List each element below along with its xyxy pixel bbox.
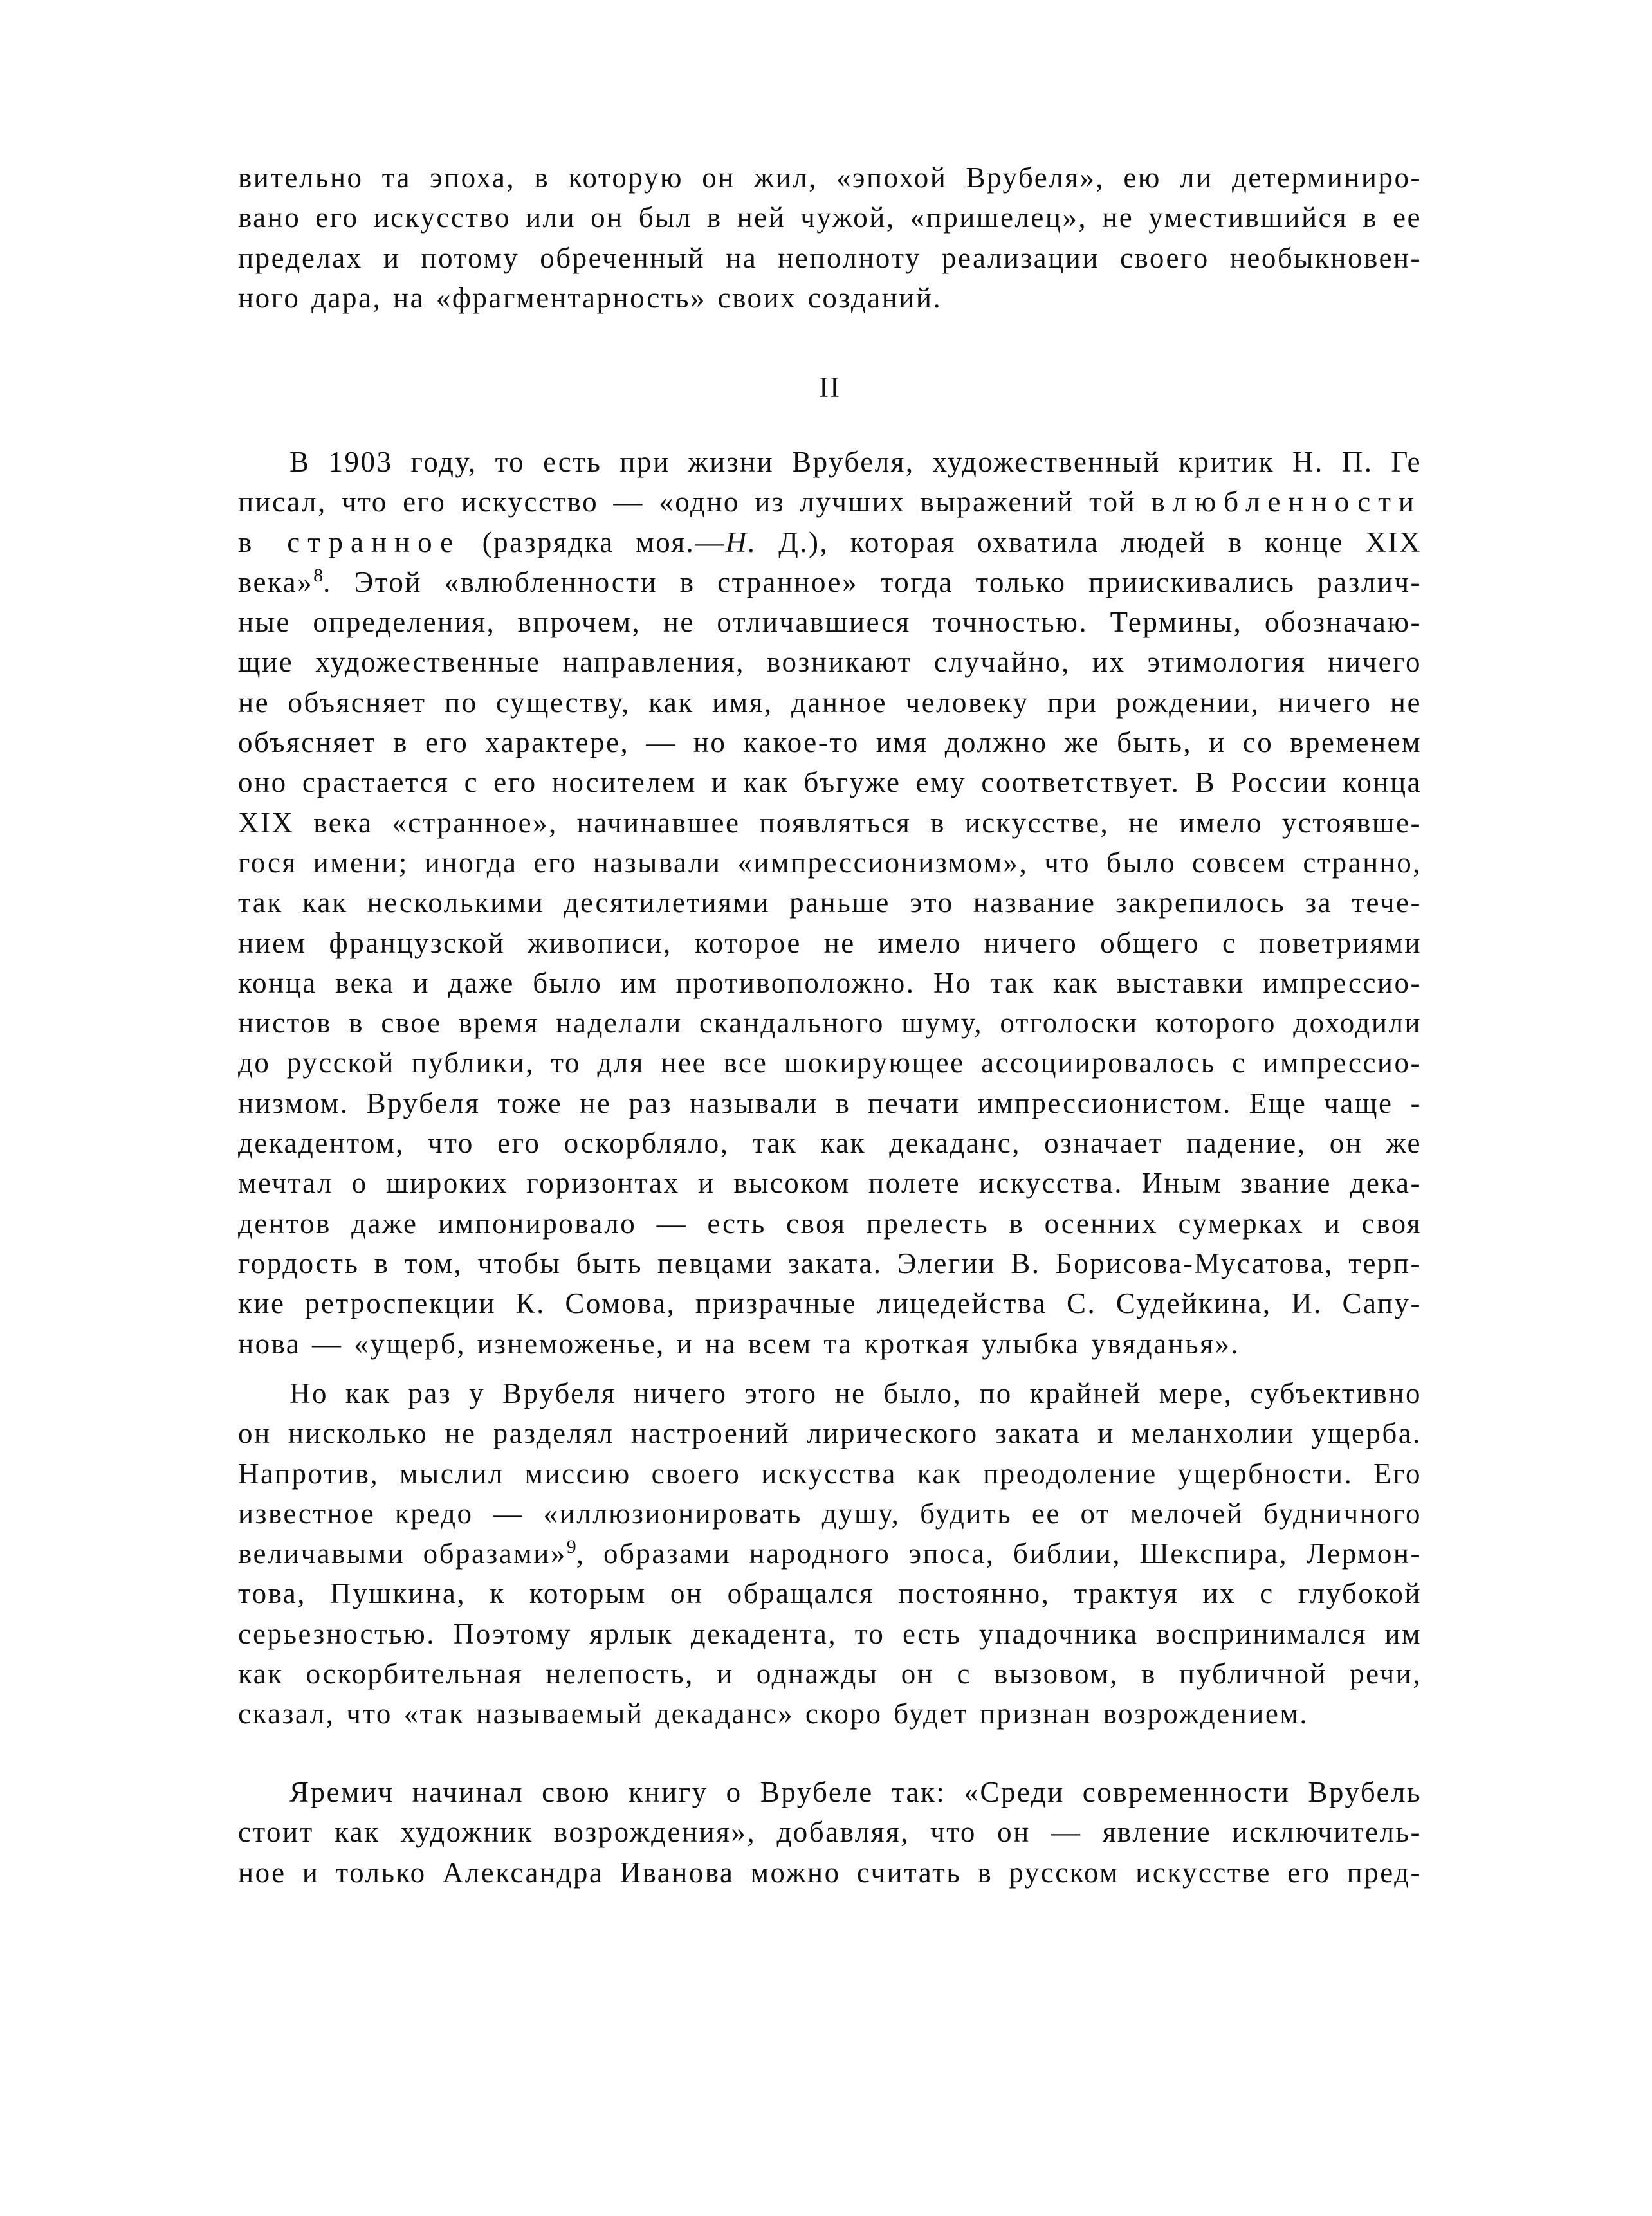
text-line: ные определения, впрочем, не отличавшиеся точностью. Термины, обозначаю-: [238, 606, 1422, 639]
section-number: II: [819, 371, 841, 403]
text-line: пределах и потому обреченный на неполноту реализации своего необыкновен-: [238, 241, 1422, 274]
text-segment: . Этой «влюбленности в странное» тогда только приискивались различ-: [323, 565, 1422, 598]
text-line: низмом. Врубеля тоже не раз называли в печати импрессионистом. Еще чаще -: [238, 1086, 1422, 1119]
text-segment: , образами народного эпоса, библии, Шекспира, Лермон-: [576, 1537, 1422, 1570]
text-line: стоит как художник возрождения», добавляя, что он — явление исключитель-: [238, 1816, 1422, 1849]
text-line: Напротив, мыслил миссию своего искусства как преодоление ущербности. Его: [238, 1457, 1422, 1490]
text-segment: величавыми образами»: [238, 1537, 567, 1570]
footnote-marker[interactable]: 9: [566, 1536, 576, 1558]
text-line: объясняет в его характере, — но какое-то имя должно же быть, и со временем: [238, 726, 1422, 759]
text-line: кие ретроспекции К. Сомова, призрачные лицедейства С. Судейкина, И. Сапу-: [238, 1287, 1422, 1320]
text-line: конца века и даже было им противоположно. Но так как выставки импрессио-: [238, 966, 1422, 999]
text-line: оно срастается с его носителем и как бъгуже ему соответствует. В России конца: [238, 766, 1422, 799]
text-line: серьезностью. Поэтому ярлык декадента, то есть упадочника воспринимался им: [238, 1617, 1422, 1650]
text-line: нистов в свое время наделали скандального шуму, отголоски которого доходили: [238, 1007, 1422, 1039]
text-line: гордость в том, чтобы быть певцами заката. Элегии В. Борисова-Мусатова, терп-: [238, 1247, 1422, 1279]
text-segment: (разрядка моя.—: [461, 526, 726, 558]
text-line: декадентом, что его оскорбляло, так как декаданс, означает падение, он же: [238, 1127, 1422, 1160]
text-line: [238, 522, 1422, 562]
intro-paragraph: [238, 158, 1422, 318]
text-segment: писал, что его искусство — «одно из лучших выражений той: [238, 486, 1152, 518]
text-segment: века»: [238, 565, 314, 598]
text-line: Но как раз у Врубеля ничего этого не было, по крайней мере, субъективно: [289, 1377, 1422, 1409]
text-line: до русской публики, то для нее все шокирующее ассоциировалось с импрессио-: [238, 1047, 1422, 1079]
text-line: [238, 1534, 1422, 1573]
text-line: как оскорбительная нелепость, и однажды он с вызовом, в публичной речи,: [238, 1658, 1422, 1690]
text-line: нова — «ущерб, изнеможенье, и на всем та кроткая улыбка увяданья».: [238, 1327, 1240, 1360]
text-line: вительно та эпоха, в которую он жил, «эпохой Врубеля», ею ли детерминиро-: [238, 161, 1422, 194]
text-line: щие художественные направления, возникают случайно, их этимология ничего: [238, 646, 1422, 679]
spaced-emphasis: в странное: [238, 526, 461, 558]
text-line: мечтал о широких горизонтах и высоком полете искусства. Иным звание дека-: [238, 1167, 1422, 1200]
text-segment: Д.), которая охватила людей в конце XIX: [757, 526, 1422, 558]
text-line: В 1903 году, то есть при жизни Врубеля, художественный критик Н. П. Ге: [289, 446, 1422, 478]
text-line: сказал, что «так называемый декаданс» скоро будет признан возрождением.: [238, 1698, 1309, 1730]
text-line: дентов даже импонировало — есть своя прелесть в осенних сумерках и своя: [238, 1207, 1422, 1240]
text-line: нием французской живописи, которое не имело ничего общего с поветриями: [238, 926, 1422, 959]
text-line: так как несколькими десятилетиями раньше это название закрепилось за тече-: [238, 886, 1422, 919]
text-line: Яремич начинал свою книгу о Врубеле так: «Среди современности Врубель: [289, 1776, 1422, 1808]
paragraph-3: [238, 1772, 1422, 1892]
text-line: известное кредо — «иллюзионировать душу, будить ее от мелочей будничного: [238, 1497, 1422, 1530]
text-line: не объясняет по существу, как имя, данное человеку при рождении, ничего не: [238, 686, 1422, 719]
text-line: гося имени; иногда его называли «импрессионизмом», что было совсем странно,: [238, 846, 1422, 879]
paragraph-1: [238, 442, 1422, 1364]
paragraph-2: [238, 1373, 1422, 1734]
footnote-marker[interactable]: 8: [313, 564, 324, 586]
italic-initial: Н.: [725, 526, 757, 558]
text-line: [238, 562, 1422, 602]
text-line: [238, 482, 1422, 522]
text-line: он нисколько не разделял настроений лирического заката и меланхолии ущерба.: [238, 1417, 1422, 1450]
text-line: това, Пушкина, к которым он обращался постоянно, трактуя их с глубокой: [238, 1577, 1422, 1610]
text-line: вано его искусство или он был в ней чужой, «пришелец», не уместившийся в ее: [238, 201, 1422, 234]
spaced-emphasis: влюбленности: [1151, 486, 1422, 518]
text-line: XIX века «странное», начинавшее появляться в искусстве, не имело устоявше-: [238, 806, 1422, 839]
text-line: ного дара, на «фрагментарность» своих созданий.: [238, 281, 942, 314]
text-line: ное и только Александра Иванова можно считать в русском искусстве его пред-: [238, 1856, 1422, 1889]
